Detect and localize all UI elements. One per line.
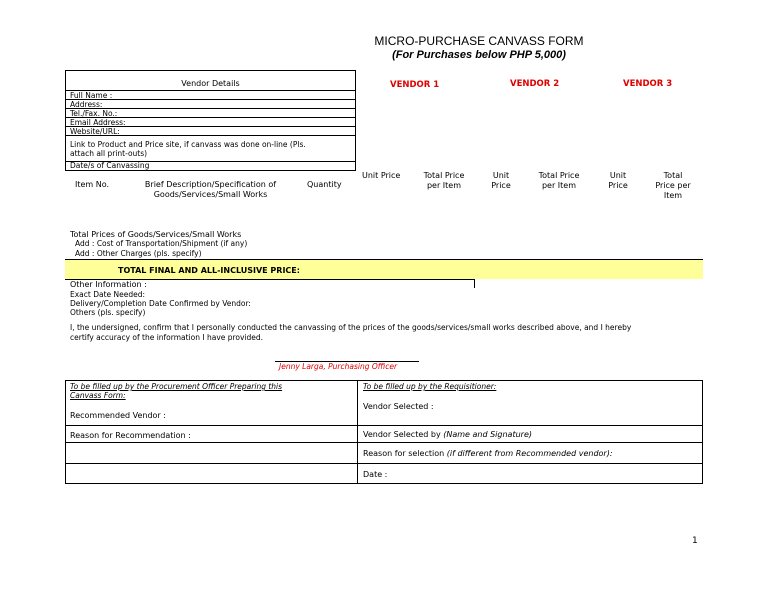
certification-line2: certify accuracy of the information I have provided. — [70, 333, 264, 342]
col-quantity: Quantity — [307, 180, 342, 189]
col-v2-total-price: Total Price per Item — [538, 171, 580, 190]
form-subtitle: (For Purchases below PHP 5,000) — [392, 49, 566, 61]
date-label: Date : — [363, 470, 388, 479]
requisitioner-heading: To be filled up by the Requisitioner: — [363, 382, 497, 391]
field-email: Email Address: — [70, 118, 126, 127]
total-goods-label: Total Prices of Goods/Services/Small Works — [70, 230, 242, 239]
reason-selection-label: Reason for selection (if different from Recommended vendor): — [363, 449, 613, 458]
vendor-3-label: VENDOR 3 — [623, 79, 673, 89]
field-website: Website/URL: — [70, 127, 120, 136]
page-number: 1 — [692, 536, 698, 546]
signature-name: Jenny Larga, Purchasing Officer — [279, 362, 398, 371]
add-other-charges-label: Add : Other Charges (pls. specify) — [75, 249, 202, 258]
vendor-selected-label: Vendor Selected : — [363, 402, 434, 411]
field-link-line2: attach all print-outs) — [70, 149, 148, 158]
field-tel-fax: Tel./Fax. No.: — [70, 109, 118, 118]
add-transport-label: Add : Cost of Transportation/Shipment (if any) — [75, 239, 248, 248]
col-v3-total-price: Total Price per Item — [655, 171, 691, 200]
vendor-2-label: VENDOR 2 — [510, 79, 560, 89]
col-v1-total-price: Total Price per Item — [423, 171, 465, 190]
exact-date-label: Exact Date Needed: — [70, 290, 146, 299]
procurement-heading-line1: To be filled up by the Procurement Officer Preparing this — [70, 382, 283, 391]
other-info-heading: Other Information : — [70, 280, 147, 289]
vendor-1-label: VENDOR 1 — [390, 80, 440, 90]
col-item-no: Item No. — [75, 180, 110, 189]
form-title: MICRO-PURCHASE CANVASS FORM — [374, 34, 584, 48]
total-final-label: TOTAL FINAL AND ALL-INCLUSIVE PRICE: — [118, 266, 300, 275]
col-v3-unit-price: Unit Price — [608, 171, 628, 190]
vendor-details-heading: Vendor Details — [181, 79, 240, 88]
reason-recommendation-label: Reason for Recommendation : — [70, 431, 191, 440]
col-description: Brief Description/Specification of Goods/Services/Small Works — [144, 180, 277, 199]
procurement-heading-line2: Canvass Form: — [70, 391, 126, 400]
recommended-vendor-label: Recommended Vendor : — [70, 411, 166, 420]
others-label: Others (pls. specify) — [70, 308, 146, 317]
col-v1-unit-price: Unit Price — [362, 171, 401, 180]
delivery-date-label: Delivery/Completion Date Confirmed by Vendor: — [70, 299, 251, 308]
col-v2-unit-price: Unit Price — [491, 171, 511, 190]
field-link-line1: Link to Product and Price site, if canvass was done on-line (Pls. — [70, 140, 306, 149]
field-dates-canvassing: Date/s of Canvassing — [70, 161, 150, 170]
field-full-name: Full Name : — [70, 91, 113, 100]
certification-line1: I, the undersigned, confirm that I personally conducted the canvassing of the prices of the goods/services/small works described above, and I hereby — [70, 323, 632, 332]
vendor-selected-by-label: Vendor Selected by (Name and Signature) — [363, 430, 532, 439]
field-address: Address: — [70, 100, 103, 109]
